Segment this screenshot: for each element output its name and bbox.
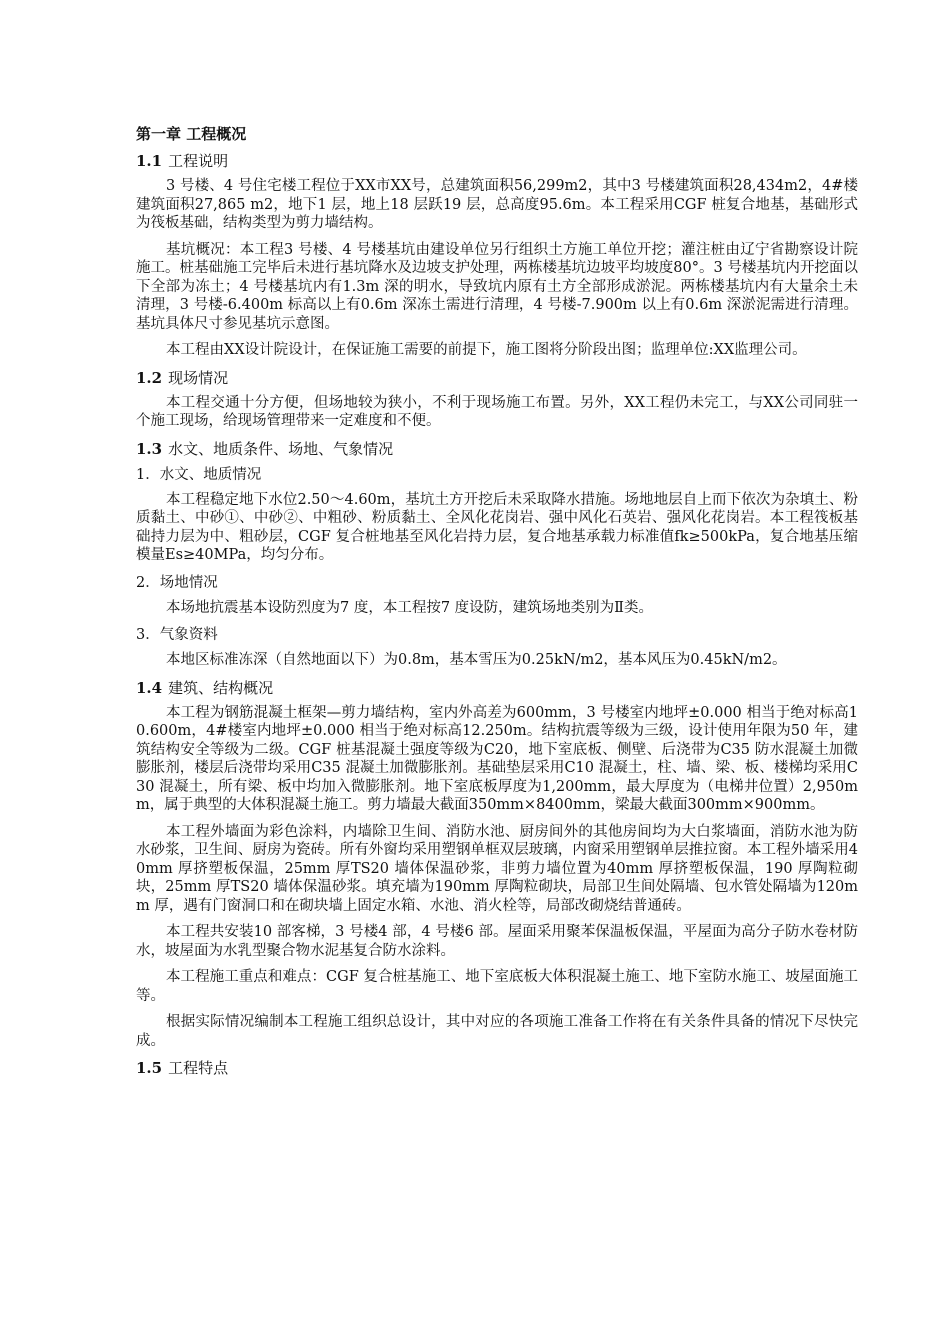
subsection-heading-site: 2．场地情况	[136, 574, 218, 591]
section-title: 现场情况	[168, 368, 229, 387]
paragraph: 本工程为钢筋混凝土框架—剪力墙结构，室内外高差为600mm，3 号楼室内地坪±0.000 相当于绝对标高10.600m，4#楼室内地坪±0.000 相当于绝对标高12.250m。结构抗震等级为三级，设计使用年限为50 年，建筑结构安全等级为二级。CGF 桩基混凝土强度等级为C20，地下室底板、侧壁、后浇带为C35 防水混凝土加微膨胀剂，楼层后浇带均采用C35 混凝土加微膨胀剂。基础垫层采用C10 混凝土，柱、墙、梁、板、楼梯均采用C30 混凝土，所有梁、板中均加入微膨胀剂。地下室底板厚度为1,200mm，最大厚度为（电梯井位置）2,950mm，属于典型的大体积混凝土施工。剪力墙最大截面350mm×8400mm，梁最大截面300mm×900mm。	[136, 704, 858, 813]
paragraph: 本工程稳定地下水位2.50～4.60m，基坑土方开挖后未采取降水措施。场地地层自上而下依次为杂填土、粉质黏土、中砂①、中砂②、中粗砂、粉质黏土、全风化花岗岩、强中风化石英岩、强风化花岗岩。本工程筏板基础持力层为中、粗砂层，CGF 复合桩地基至风化岩持力层，复合地基承载力标准值fk≥500kPa，复合地基压缩模量Es≥40MPa，均匀分布。	[136, 491, 858, 563]
paragraph: 根据实际情况编制本工程施工组织总设计，其中对应的各项施工准备工作将在有关条件具备的情况下尽快完成。	[136, 1014, 858, 1049]
paragraph: 本工程由XX设计院设计，在保证施工需要的前提下，施工图将分阶段出图；监理单位:XX监理公司。	[166, 342, 807, 358]
section-title: 建筑、结构概况	[168, 678, 274, 697]
paragraph: 本工程施工重点和难点：CGF 复合桩基施工、地下室底板大体积混凝土施工、地下室防水施工、坡屋面施工等。	[136, 969, 858, 1004]
section-heading-1-1	[136, 151, 858, 171]
subsection-heading-hydrology: 1．水文、地质情况	[136, 466, 262, 483]
paragraph: 本工程共安装10 部客梯，3 号楼4 部，4 号楼6 部。屋面采用聚苯保温板保温，平屋面为高分子防水卷材防水，坡屋面为水乳型聚合物水泥基复合防水涂料。	[136, 924, 858, 959]
section-title: 工程说明	[168, 152, 229, 170]
paragraph: 本地区标准冻深（自然地面以下）为0.8m，基本雪压为0.25kN/m2，基本风压为0.45kN/m2。	[166, 652, 787, 668]
paragraph: 本工程外墙面为彩色涂料，内墙除卫生间、消防水池、厨房间外的其他房间均为大白浆墙面，消防水池为防水砂浆，卫生间、厨房为瓷砖。所有外窗均采用塑钢单框双层玻璃，内窗采用塑钢单层推拉窗。本工程外墙采用40mm 厚挤塑板保温，25mm 厚TS20 墙体保温砂浆，非剪力墙位置为40mm 厚挤塑板保温，190 厚陶粒砌块，25mm 厚TS20 墙体保温砂浆。填充墙为190mm 厚陶粒砌块，局部卫生间处隔墙、包水管处隔墙为120mm 厚，遇有门窗洞口和在砌块墙上固定水箱、水池、消火栓等，局部改砌烧结普通砖。	[136, 823, 858, 914]
chapter-title: 第一章 工程概况	[136, 125, 247, 143]
paragraph: 基坑概况：本工程3 号楼、4 号楼基坑由建设单位另行组织土方施工单位开挖；灌注桩由辽宁省勘察设计院施工。桩基础施工完毕后未进行基坑降水及边坡支护处理，两栋楼基坑边坡平均坡度80°。3 号楼基坑内开挖面以下全部为冻土；4 号楼基坑内有1.3m 深的明水，导致坑内原有土方全部形成淤泥。两栋楼基坑内有大量余土未清理，3 号楼-6.400m 标高以上有0.6m 深冻土需进行清理，4 号楼-7.900m 以上有0.6m 深淤泥需进行清理。基坑具体尺寸参见基坑示意图。	[136, 241, 858, 332]
section-number: 1.1	[136, 152, 163, 170]
section-number: 1.4	[136, 678, 163, 697]
document-page	[136, 124, 858, 1084]
section-title: 工程特点	[168, 1059, 229, 1077]
section-number: 1.3	[136, 439, 163, 458]
paragraph: 本场地抗震基本设防烈度为7 度，本工程按7 度设防，建筑场地类别为Ⅱ类。	[166, 599, 654, 616]
section-title: 水文、地质条件、场地、气象情况	[168, 439, 394, 458]
section-heading-1-3	[136, 439, 858, 459]
paragraph: 3 号楼、4 号住宅楼工程位于XX市XX号，总建筑面积56,299m2，其中3 号楼建筑面积28,434m2，4#楼建筑面积27,865 m2，地下1 层，地上18 层跃19 层，总高度95.6m。本工程采用CGF 桩复合地基，基础形式为筏板基础，结构类型为剪力墙结构。	[136, 178, 858, 231]
paragraph: 本工程交通十分方便，但场地较为狭小，不利于现场施工布置。另外，XX工程仍未完工，与XX公司同驻一个施工现场，给现场管理带来一定难度和不便。	[136, 394, 858, 429]
section-heading-1-4	[136, 678, 858, 698]
section-heading-1-5	[136, 1058, 858, 1078]
section-number: 1.5	[136, 1059, 163, 1077]
section-heading-1-2	[136, 368, 858, 388]
subsection-heading-climate: 3．气象资料	[136, 627, 218, 643]
section-number: 1.2	[136, 368, 163, 387]
